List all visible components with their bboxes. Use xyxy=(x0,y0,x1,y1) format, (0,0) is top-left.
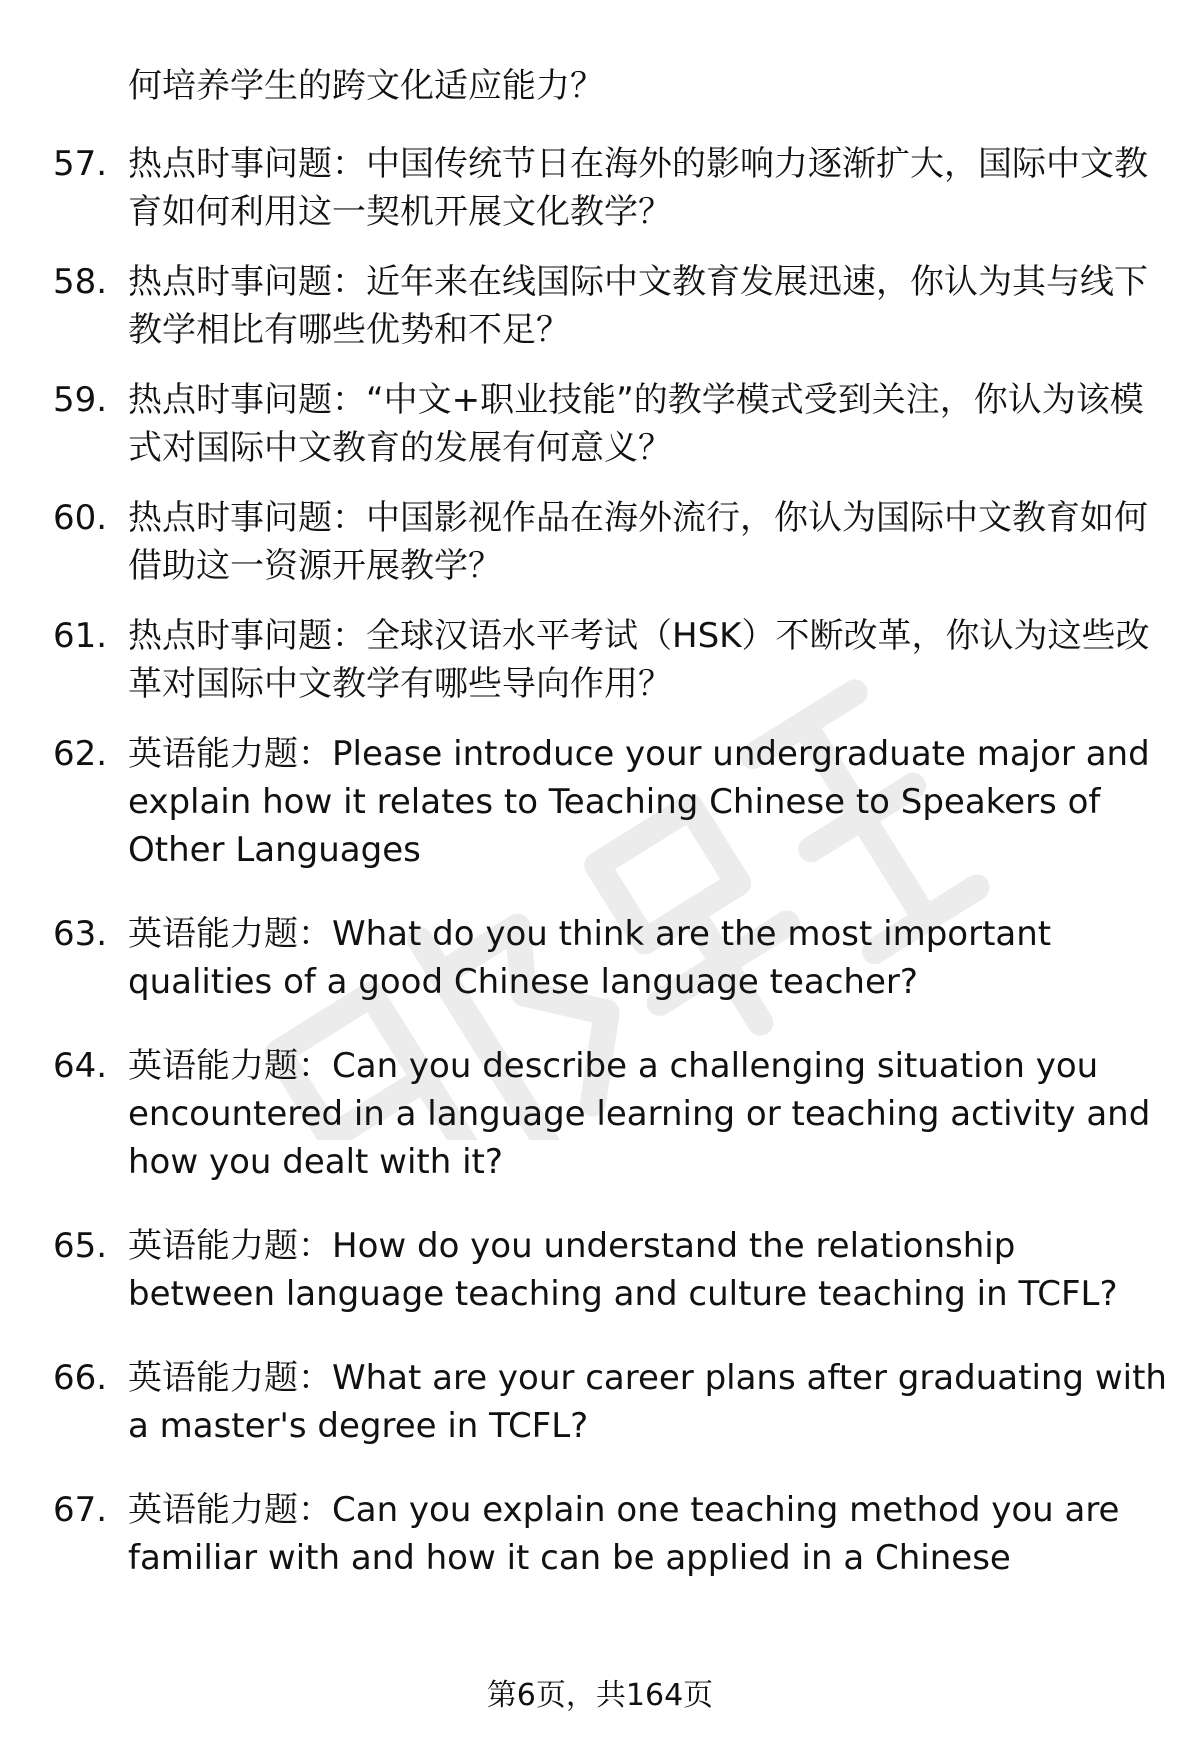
item-text: 英语能力题：Please introduce your undergraduate major and explain how it relates to Teaching Chinese to Speakers of Other Languages xyxy=(128,734,1150,870)
item-text: 英语能力题：What are your career plans after graduating with a master's degree in TCFL? xyxy=(128,1358,1167,1446)
item-number: 65. xyxy=(53,1226,108,1266)
item-number: 58. xyxy=(53,262,108,302)
item-number: 60. xyxy=(53,498,108,538)
item-text: 英语能力题：How do you understand the relationship between language teaching and culture teaching in TCFL? xyxy=(128,1226,1118,1314)
item-text: 英语能力题：What do you think are the most important qualities of a good Chinese language teacher? xyxy=(128,914,1052,1002)
item-text: 英语能力题：Can you describe a challenging situation you encountered in a language learning or teaching activity and how you dealt with it? xyxy=(128,1046,1151,1182)
item-text: 热点时事问题：近年来在线国际中文教育发展迅速，你认为其与线下教学相比有哪些优势和不足？ xyxy=(128,262,1148,350)
item-text: 热点时事问题：中国传统节日在海外的影响力逐渐扩大，国际中文教育如何利用这一契机开展文化教学？ xyxy=(128,144,1148,232)
item-text: 英语能力题：Can you explain one teaching method you are familiar with and how it can be applied in a Chinese xyxy=(128,1490,1120,1578)
item-number: 64. xyxy=(53,1046,108,1086)
item-text: 热点时事问题：“中文+职业技能”的教学模式受到关注，你认为该模式对国际中文教育的发展有何意义？ xyxy=(128,380,1144,468)
item-number: 66. xyxy=(53,1358,108,1398)
item-number: 67. xyxy=(53,1490,108,1530)
item-number: 63. xyxy=(53,914,108,954)
continued-line: 何培养学生的跨文化适应能力？ xyxy=(128,66,604,106)
page-footer: 第6页，共164页 xyxy=(486,1678,714,1713)
item-text: 热点时事问题：中国影视作品在海外流行，你认为国际中文教育如何借助这一资源开展教学？ xyxy=(128,498,1148,586)
item-number: 59. xyxy=(53,380,108,420)
item-number: 57. xyxy=(53,144,108,184)
item-number: 62. xyxy=(53,734,108,774)
item-text: 热点时事问题：全球汉语水平考试（HSK）不断改革，你认为这些改革对国际中文教学有哪些导向作用？ xyxy=(128,616,1150,704)
item-number: 61. xyxy=(53,616,108,656)
